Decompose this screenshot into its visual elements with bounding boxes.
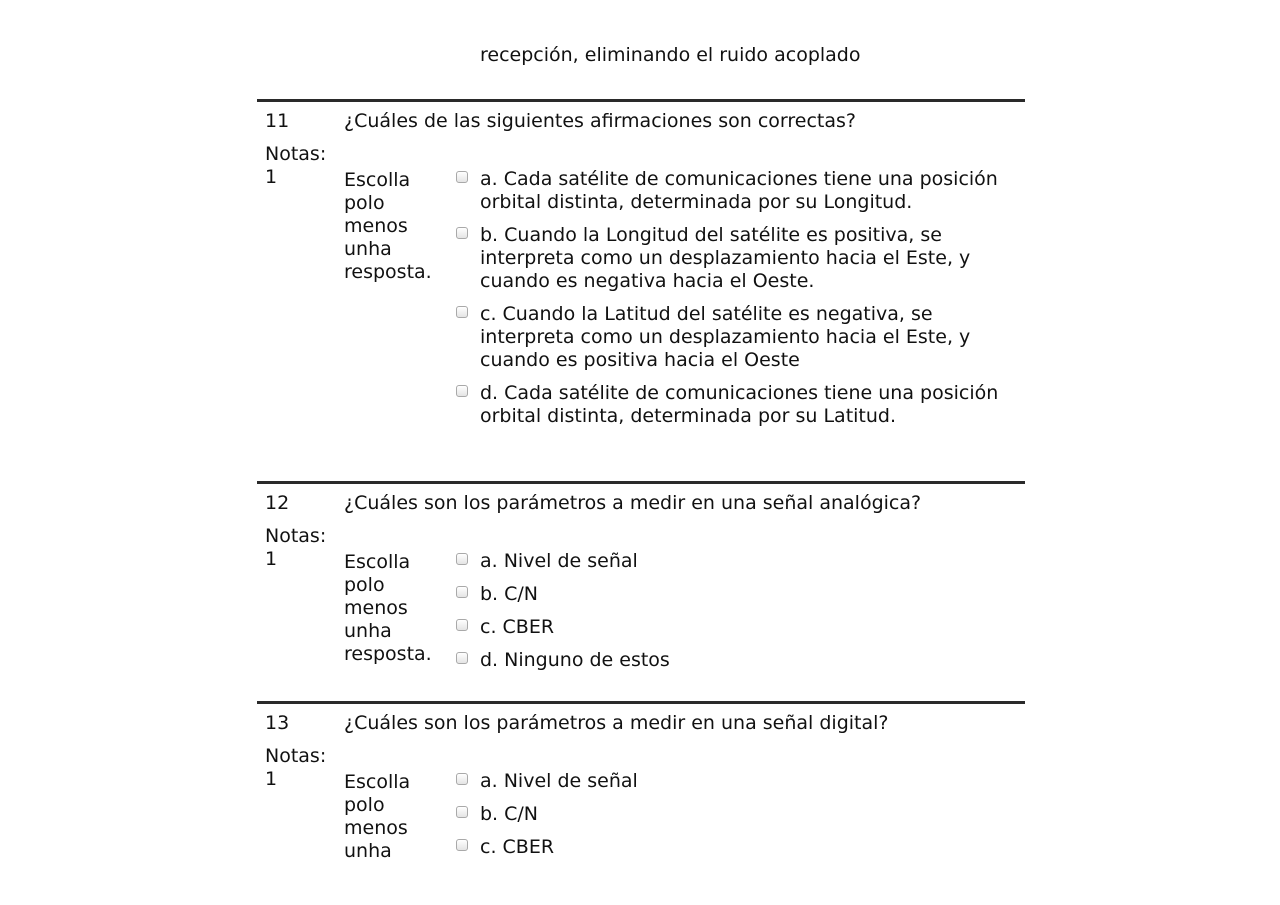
answer-option-label: c. Cuando la Latitud del satélite es negativa, se interpreta como un desplazamiento hacia el Este, y cuando es positiva hacia el Oeste [480, 303, 971, 371]
checkbox[interactable] [456, 306, 468, 318]
notes-value: 1 [265, 768, 278, 790]
answer-option-a[interactable] [455, 168, 1015, 214]
checkbox[interactable] [456, 619, 468, 631]
question-13 [257, 701, 1025, 904]
question-number: 12 [265, 492, 290, 514]
answer-option-label: a. Cada satélite de comunicaciones tiene una posición orbital distinta, determinada por su Longitud. [480, 168, 998, 213]
checkbox[interactable] [456, 586, 468, 598]
answer-option-c[interactable] [455, 616, 1015, 639]
notes-value: 1 [265, 548, 278, 570]
question-text: ¿Cuáles de las siguientes afirmaciones son correctas? [344, 110, 856, 132]
question-notes [265, 525, 340, 571]
answer-option-c[interactable] [455, 836, 1015, 859]
answer-option-label: a. Nivel de señal [480, 550, 638, 572]
question-notes [265, 745, 340, 791]
checkbox[interactable] [456, 227, 468, 239]
answer-option-d[interactable] [455, 649, 1015, 672]
answer-option-a[interactable] [455, 770, 1015, 793]
question-number: 11 [265, 110, 290, 132]
answer-options [455, 770, 1015, 869]
answer-option-label: d. Cada satélite de comunicaciones tiene una posición orbital distinta, determinada por su Latitud. [480, 382, 999, 427]
answer-option-a[interactable] [455, 550, 1015, 573]
notes-label: Notas: [265, 745, 327, 767]
checkbox[interactable] [456, 652, 468, 664]
answer-options [455, 550, 1015, 682]
notes-label: Notas: [265, 525, 327, 547]
answer-option-label: a. Nivel de señal [480, 770, 638, 792]
question-12 [257, 481, 1025, 704]
question-text: ¿Cuáles son los parámetros a medir en una señal analógica? [344, 492, 922, 514]
question-notes [265, 143, 340, 189]
checkbox[interactable] [456, 385, 468, 397]
checkbox[interactable] [456, 806, 468, 818]
answer-instruction: Escolla polo menos unha resposta. [344, 169, 432, 283]
answer-option-label: c. CBER [480, 836, 555, 858]
notes-label: Notas: [265, 143, 327, 165]
answer-option-label: c. CBER [480, 616, 555, 638]
answer-option-label: b. Cuando la Longitud del satélite es positiva, se interpreta como un desplazamiento hacia el Este, y cuando es negativa hacia el Oeste. [480, 224, 971, 292]
answer-option-label: b. C/N [480, 583, 539, 605]
notes-value: 1 [265, 166, 278, 188]
checkbox[interactable] [456, 171, 468, 183]
answer-option-b[interactable] [455, 224, 1015, 293]
answer-option-d[interactable] [455, 382, 1015, 428]
question-text: ¿Cuáles son los parámetros a medir en una señal digital? [344, 712, 889, 734]
answer-option-label: b. C/N [480, 803, 539, 825]
answer-option-b[interactable] [455, 803, 1015, 826]
answer-options [455, 168, 1015, 438]
question-number: 13 [265, 712, 290, 734]
previous-option-fragment: recepción, eliminando el ruido acoplado [480, 44, 861, 66]
answer-option-label: d. Ninguno de estos [480, 649, 670, 671]
answer-option-c[interactable] [455, 303, 1015, 372]
question-11 [257, 99, 1025, 484]
answer-instruction: Escolla polo menos unha [344, 771, 411, 862]
answer-option-b[interactable] [455, 583, 1015, 606]
checkbox[interactable] [456, 773, 468, 785]
checkbox[interactable] [456, 553, 468, 565]
checkbox[interactable] [456, 839, 468, 851]
answer-instruction: Escolla polo menos unha resposta. [344, 551, 432, 665]
